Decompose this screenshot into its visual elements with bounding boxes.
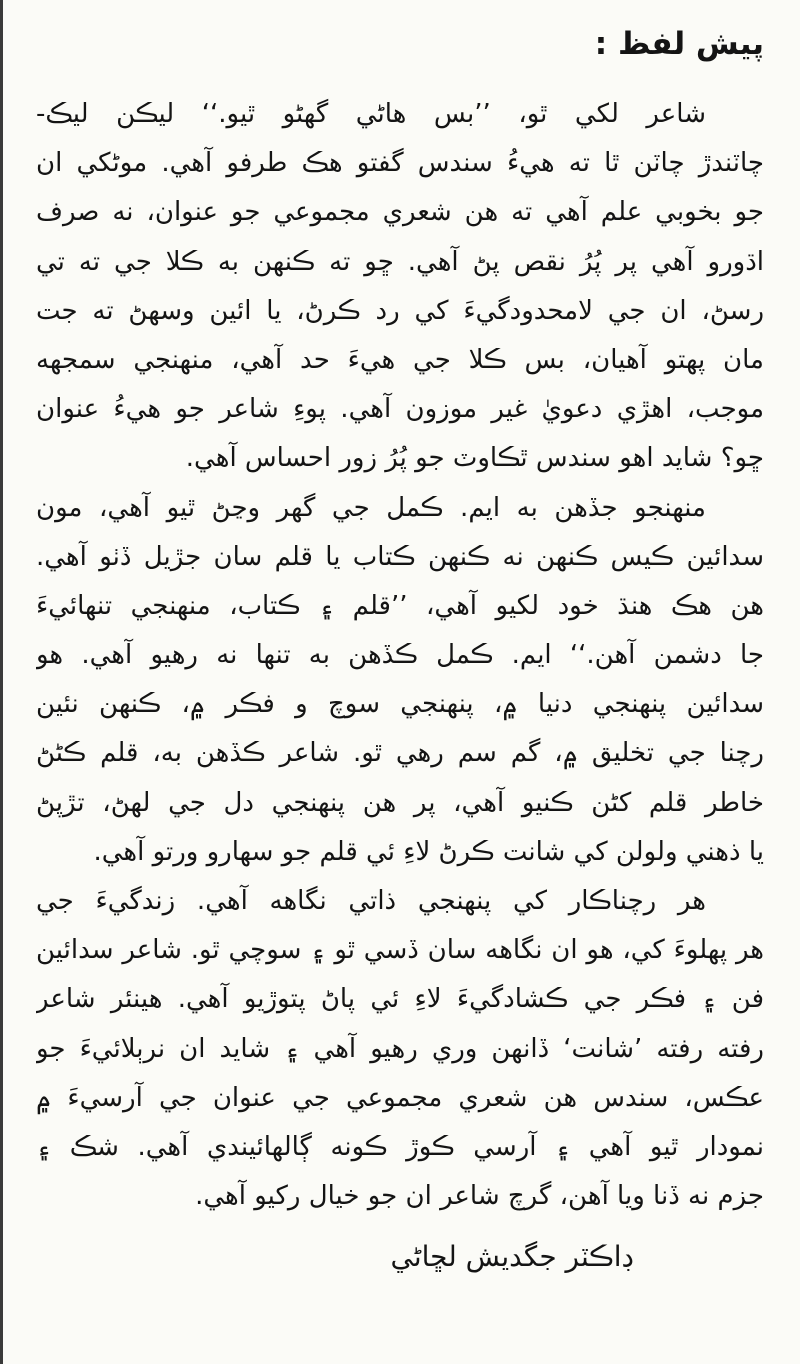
paragraph-3 (36, 877, 764, 1221)
paragraph-2-line-5: سدائين پنهنجي دنيا ۾، پنهنجي سوچ و فڪر ۾، ڪنهن نئين (36, 689, 764, 720)
paragraph-2-line-8: يا ذهني ولولن کي شانت ڪرڻ لاءِ ئي قلم جو سهارو ورتو آهي. (93, 836, 764, 867)
paragraph-3-line-1: هر رچناڪار کي پنهنجي ذاتي نگاهه آهي. زندگيءَ جي (36, 886, 706, 916)
paragraph-3-line-3: فن ۽ فڪر جي ڪشادگيءَ لاءِ ئي پاڻ پتوڙيو آهي. هينئر شاعر (36, 984, 764, 1015)
scan-edge-shadow (0, 0, 3, 1364)
paragraph-3-line-2: هر پهلوءَ کي، هو ان نگاهه سان ڏسي ٿو ۽ سوچي ٿو. شاعر سدائين (36, 935, 764, 966)
paragraph-3-line-6: نمودار ٿيو آهي ۽ آرسي ڪوڙ ڪونه ڳالهائيندي آهي. شڪ ۽ (36, 1131, 764, 1162)
paragraph-1 (36, 90, 764, 484)
paragraph-2 (36, 484, 764, 878)
paragraph-1-line-7: موجب، اهڙي دعويٰ غير موزون آهي. پوءِ شاعر جو هيءُ عنوان (36, 394, 764, 425)
author-signature: ڊاڪٽر جگديش لڇاڻي (390, 1240, 634, 1274)
paragraph-1-line-3: جو بخوبي علم آهي ته هن شعري مجموعي جو عنوان، نه صرف (36, 197, 764, 228)
paragraph-2-line-7: خاطر قلم کڻن ڪنيو آهي، پر هن پنهنجي دل جي لهڻ، تڙپڻ (36, 787, 764, 818)
paragraph-1-line-4: اڌورو آهي پر پُرُ نقص پڻ آهي. ڇو ته ڪنهن به ڪلا جي ته تي (36, 246, 764, 277)
paragraph-3-line-7: جزم نه ڏنا ويا آهن، گرچ شاعر ان جو خيال رکيو آهي. (195, 1181, 764, 1212)
paragraph-1-line-2: چاٽندڙ چاٽن ٿا ته هيءُ سندس گفتو هڪ طرفو آهي. موڻکي ان (36, 148, 764, 179)
page-heading: پيش لفظ : (594, 26, 764, 62)
paragraph-3-line-4: رفته رفته ’شانت‘ ڏانهن وري رهيو آهي ۽ شايد ان نرٻلائيءَ جو (36, 1033, 764, 1064)
paragraph-2-line-2: سدائين ڪيس ڪنهن نه ڪنهن ڪتاب يا قلم سان جڙيل ڏٺو آهي. (36, 541, 764, 572)
paragraph-3-line-5: عڪس، سندس هن شعري مجموعي جي عنوان جي آرسيءَ ۾ (36, 1082, 764, 1113)
paragraph-2-line-6: رچنا جي تخليق ۾، گم سم رهي ٿو. شاعر ڪڏهن به، قلم ڪڻڻ (36, 738, 764, 769)
paragraph-1-line-1: شاعر لکي ٿو، ’’بس هاڻي گهڻو ٿيو.‘‘ ليڪن ليڪ- (36, 99, 706, 129)
paragraph-2-line-1: منهنجو جڏهن به ايم. ڪمل جي گهر وڃڻ ٿيو آهي، مون (36, 492, 706, 523)
paragraph-1-line-8: ڇو؟ شايد اهو سندس ٿڪاوٽ جو پُرُ زور احساس آهي. (185, 443, 764, 474)
paragraph-2-line-4: جا دشمن آهن.‘‘ ايم. ڪمل ڪڏهن به تنها نه رهيو آهي. هو (36, 640, 764, 671)
paragraph-2-line-3: هن هڪ هنڌ خود لکيو آهي، ’’قلم ۽ ڪتاب، منهنجي تنهائيءَ (36, 590, 764, 621)
paragraph-1-line-6: مان پهتو آهيان، بس ڪلا جي هيءَ حد آهي، منهنجي سمجهه (36, 344, 764, 375)
paragraph-1-line-5: رسڻ، ان جي لامحدودگيءَ کي رد ڪرڻ، يا ائين وسهڻ ته جت (36, 295, 764, 326)
